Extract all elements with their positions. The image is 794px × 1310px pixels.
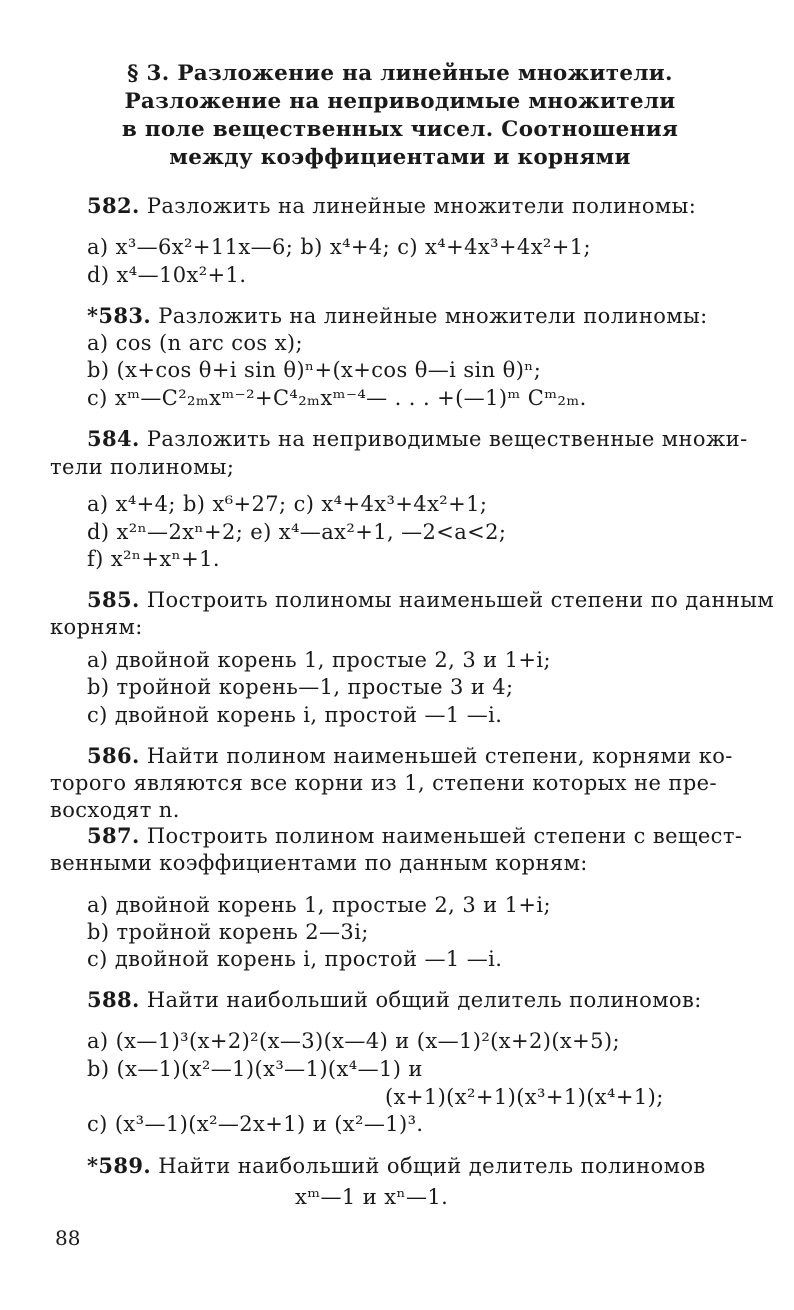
- problem-582-statement: [87, 193, 696, 219]
- page-number: 88: [55, 1226, 81, 1250]
- problem-number: *583.: [87, 303, 152, 328]
- problem-text: Найти наибольший общий делитель полиномов: [158, 1154, 706, 1178]
- problem-585-text-cont: корням:: [50, 615, 143, 639]
- problem-582-item-d: d) x⁴—10x²+1.: [87, 263, 247, 287]
- problem-number: 587.: [87, 823, 140, 848]
- problem-583-item-b: b) (x+cos θ+i sin θ)ⁿ+(x+cos θ—i sin θ)ⁿ;: [87, 358, 542, 382]
- problem-text: Построить полиномы наименьшей степени по данным: [146, 588, 775, 612]
- heading-line: в поле вещественных чисел. Соотношения: [121, 117, 679, 142]
- problem-589-formula: xᵐ—1 и xⁿ—1.: [295, 1185, 449, 1209]
- problem-584-item-a: a) x⁴+4; b) x⁶+27; c) x⁴+4x³+4x²+1;: [87, 492, 488, 516]
- problem-587-text-cont: венными коэффициентами по данным корням:: [50, 851, 588, 875]
- problem-588-item-c: c) (x³—1)(x²—2x+1) и (x²—1)³.: [87, 1112, 424, 1136]
- problem-number: 582.: [87, 193, 140, 218]
- problem-number: 588.: [87, 987, 140, 1012]
- problem-text: Найти наибольший общий делитель полиномов:: [146, 988, 702, 1012]
- problem-number: *589.: [87, 1153, 152, 1178]
- heading-line: § 3. Разложение на линейные множители.: [127, 61, 673, 86]
- problem-584-text-cont: тели полиномы;: [50, 455, 235, 479]
- problem-587-item-b: b) тройной корень 2—3i;: [87, 920, 369, 944]
- problem-582-item-a: a) x³—6x²+11x—6; b) x⁴+4; c) x⁴+4x³+4x²+1;: [87, 235, 591, 259]
- problem-583-item-c: c) xᵐ—C²₂ₘxᵐ⁻²+C⁴₂ₘxᵐ⁻⁴— . . . +(—1)ᵐ Cᵐ₂ₘ.: [87, 386, 587, 410]
- problem-585-item-c: c) двойной корень i, простой —1 —i.: [87, 703, 503, 727]
- problem-583-item-a: a) cos (n arc cos x);: [87, 331, 304, 355]
- problem-text: Разложить на неприводимые вещественные множи-: [146, 427, 748, 451]
- problem-586-statement: [87, 743, 733, 769]
- heading-line: между коэффициентами и корнями: [169, 145, 631, 170]
- section-heading: [80, 60, 720, 172]
- problem-number: 584.: [87, 426, 140, 451]
- heading-line: Разложение на неприводимые множители: [124, 89, 676, 114]
- problem-588-item-b: b) (x—1)(x²—1)(x³—1)(x⁴—1) и: [87, 1057, 423, 1081]
- problem-589-statement: [87, 1153, 706, 1179]
- problem-587-statement: [87, 823, 742, 849]
- problem-586-text-cont: восходят n.: [50, 798, 180, 822]
- problem-586-text-cont: торого являются все корни из 1, степени которых не пре-: [50, 771, 717, 795]
- problem-587-item-a: a) двойной корень 1, простые 2, 3 и 1+i;: [87, 893, 551, 917]
- problem-585-item-b: b) тройной корень—1, простые 3 и 4;: [87, 675, 514, 699]
- problem-text: Разложить на линейные множители полиномы:: [146, 194, 697, 218]
- problem-number: 586.: [87, 743, 140, 768]
- problem-588-item-b-cont: (x+1)(x²+1)(x³+1)(x⁴+1);: [385, 1085, 664, 1109]
- problem-585-item-a: a) двойной корень 1, простые 2, 3 и 1+i;: [87, 648, 551, 672]
- problem-text: Разложить на линейные множители полиномы:: [158, 304, 708, 328]
- problem-588-statement: [87, 987, 702, 1013]
- problem-588-item-a: a) (x—1)³(x+2)²(x—3)(x—4) и (x—1)²(x+2)(x+5);: [87, 1029, 620, 1053]
- problem-584-item-f: f) x²ⁿ+xⁿ+1.: [87, 547, 220, 571]
- problem-584-item-d: d) x²ⁿ—2xⁿ+2; e) x⁴—ax²+1, —2<a<2;: [87, 520, 507, 544]
- problem-text: Найти полином наименьшей степени, корнями ко-: [146, 744, 733, 768]
- problem-number: 585.: [87, 587, 140, 612]
- problem-587-item-c: c) двойной корень i, простой —1 —i.: [87, 947, 503, 971]
- problem-583-statement: [87, 303, 708, 329]
- problem-text: Построить полином наименьшей степени с вещест-: [146, 824, 743, 848]
- problem-585-statement: [87, 587, 774, 613]
- problem-584-statement: [87, 426, 748, 452]
